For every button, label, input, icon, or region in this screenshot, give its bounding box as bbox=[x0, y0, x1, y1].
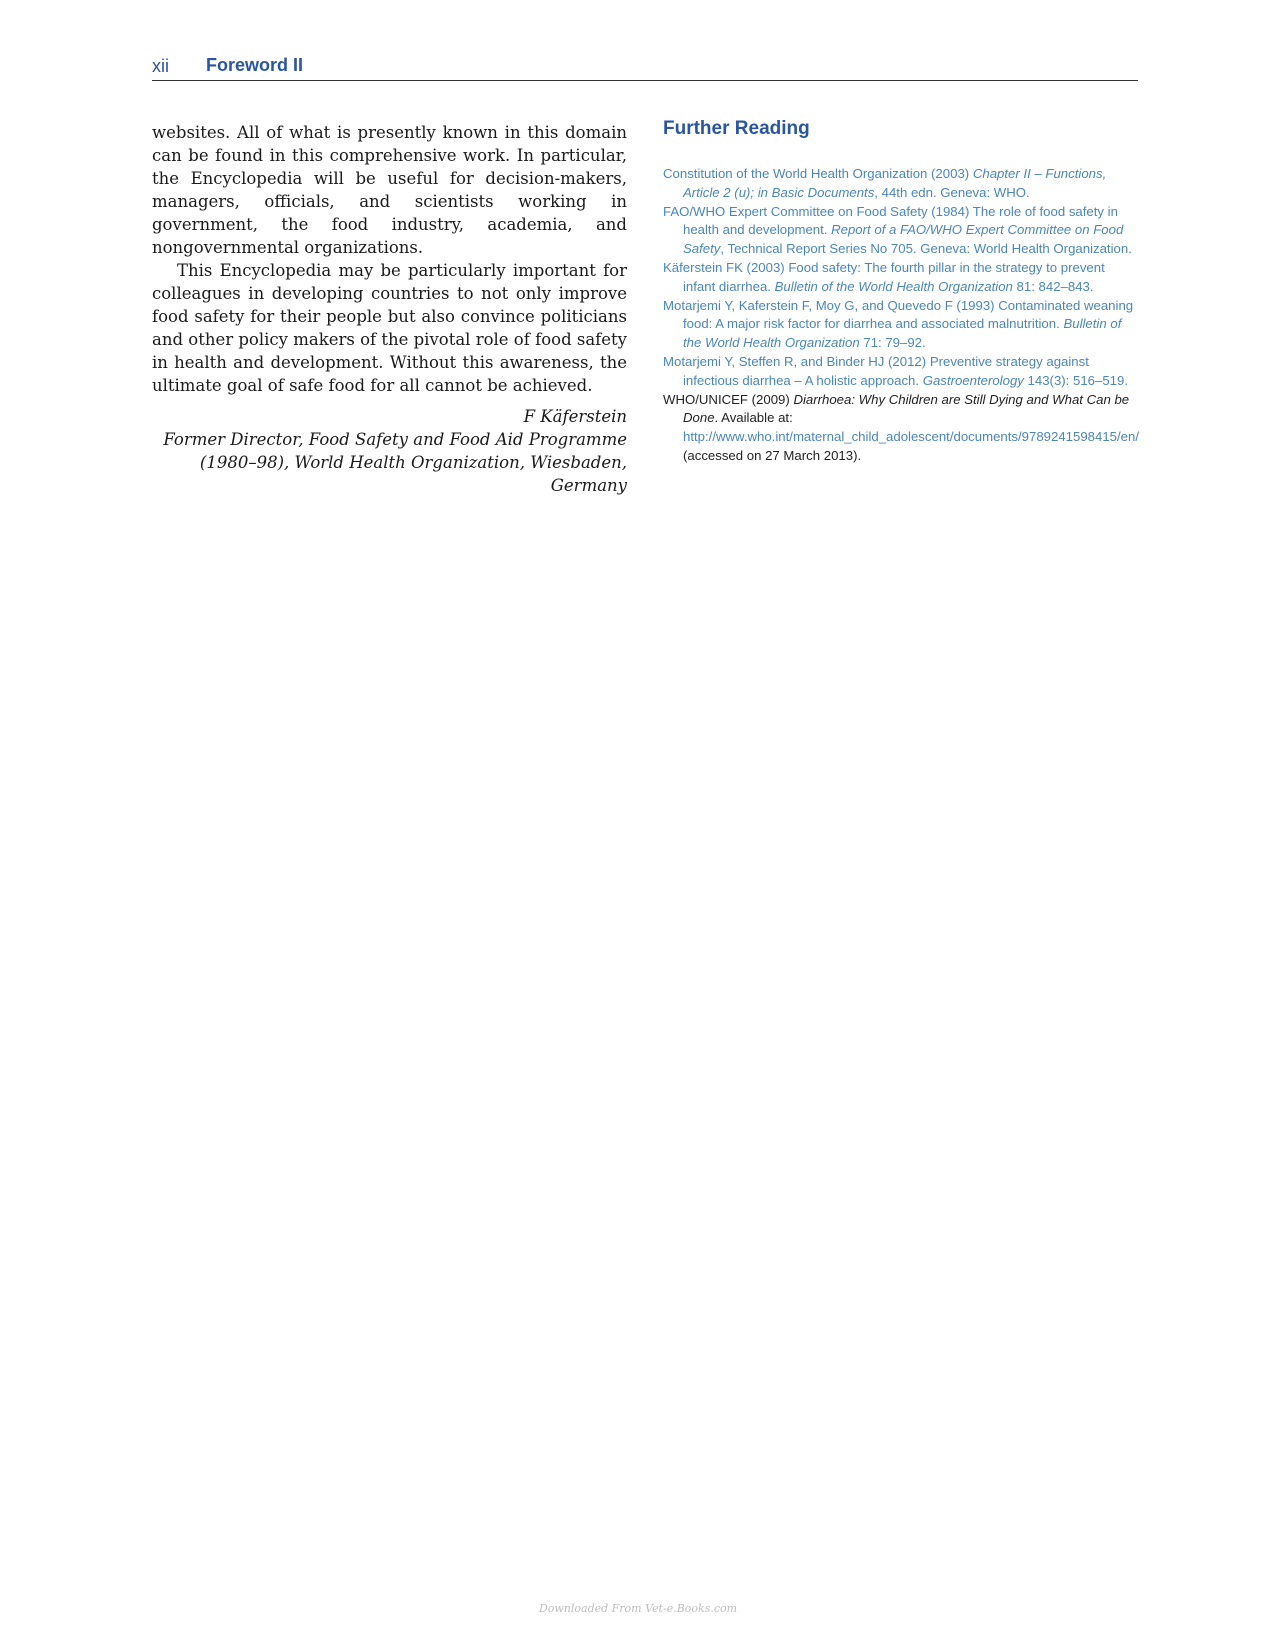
reference-link[interactable]: http://www.who.int/maternal_child_adolescent/documents/9789241598415/en/ bbox=[683, 429, 1140, 445]
signature-affiliation-line: Former Director, Food Safety and Food Aid Programme bbox=[163, 430, 627, 449]
body-paragraph: This Encyclopedia may be particularly important for colleagues in developing countries to not only improve food safety for their people but also convince politicians and other policy makers of the pivotal role of food safety in health and development. Without this awareness, the ultimate goal of safe food for all cannot be achieved. bbox=[152, 261, 628, 395]
running-header bbox=[152, 52, 1138, 81]
reference-item: WHO/UNICEF (2009) Diarrhoea: Why Children are Still Dying and What Can be Done. Available at: http://www.who.int/maternal_child_adolescent/documents/9789241598415/en/ (accessed on 27 March 2013). bbox=[663, 391, 1140, 463]
reference-item: Käferstein FK (2003) Food safety: The fourth pillar in the strategy to prevent infant diarrhea. Bulletin of the World Health Organization 81: 842–843. bbox=[663, 259, 1105, 294]
body-paragraph: websites. All of what is presently known in this domain can be found in this comprehensive work. In particular, the Encyclopedia will be useful for decision-makers, managers, officials, and scientists working in government, the food industry, academia, and nongovernmental organizations. bbox=[152, 123, 627, 257]
running-title: Foreword II bbox=[206, 55, 304, 75]
reference-item: FAO/WHO Expert Committee on Food Safety (1984) The role of food safety in health and development. Report of a FAO/WHO Expert Committee on Food Safety, Technical Report Series No 705. Geneva: World Health Organization. bbox=[663, 203, 1132, 257]
further-reading-section bbox=[663, 118, 1138, 466]
reference-item: Constitution of the World Health Organization (2003) Chapter II – Functions, Article 2 (u); in Basic Documents, 44th edn. Geneva: WHO. bbox=[663, 166, 1107, 200]
reference-item: Motarjemi Y, Kaferstein F, Moy G, and Quevedo F (1993) Contaminated weaning food: A major risk factor for diarrhea and associated malnutrition. Bulletin of the World Health Organization 71: 79–92. bbox=[663, 297, 1134, 351]
signature-name: F Käferstein bbox=[523, 407, 627, 426]
signature-affiliation-line: (1980–98), World Health Organization, Wiesbaden, Germany bbox=[199, 453, 627, 495]
download-watermark: Downloaded From Vet-e.Books.com bbox=[538, 1602, 738, 1615]
signature-block bbox=[152, 405, 627, 497]
page-number: xii bbox=[152, 56, 169, 76]
section-title: Further Reading bbox=[663, 118, 810, 139]
body-column bbox=[152, 121, 627, 497]
reference-list bbox=[663, 165, 1138, 466]
reference-item: Motarjemi Y, Steffen R, and Binder HJ (2012) Preventive strategy against infectious diarrhea – A holistic approach. Gastroenterology 143(3): 516–519. bbox=[663, 353, 1129, 388]
